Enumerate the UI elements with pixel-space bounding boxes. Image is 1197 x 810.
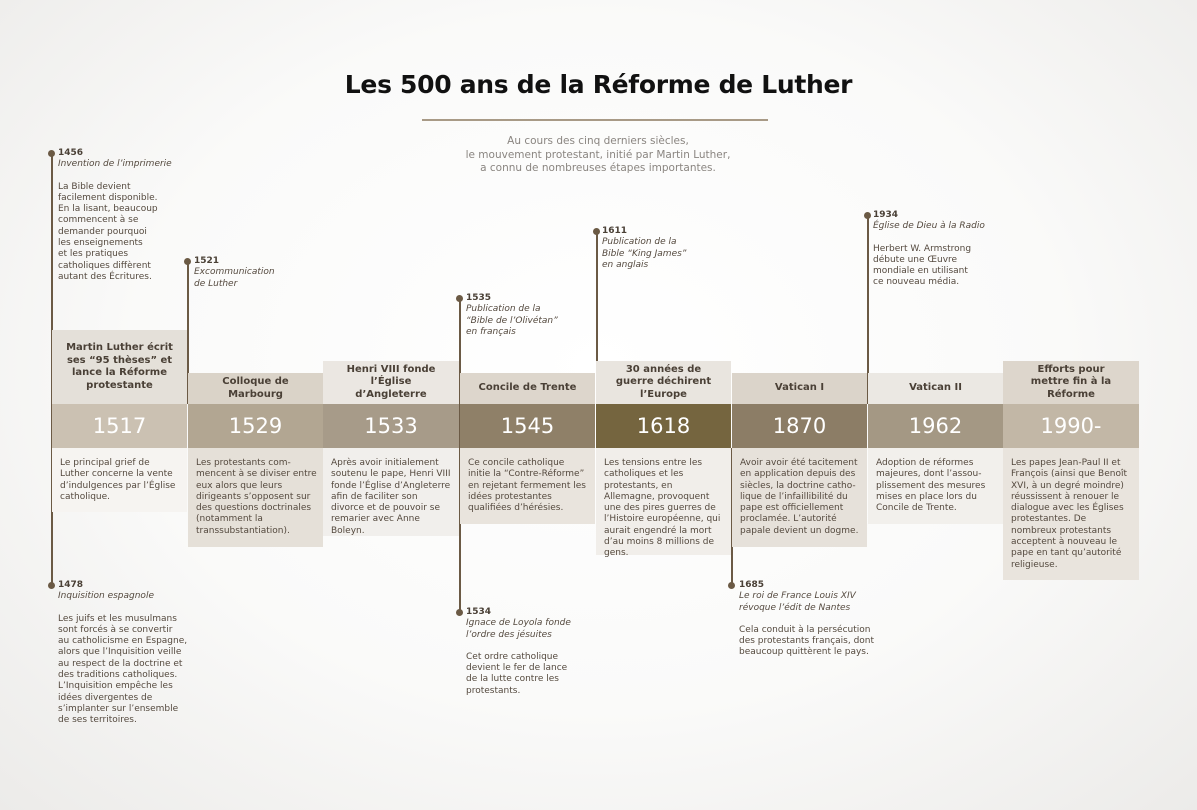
event-title: Invention de l’imprimerie [58,159,172,170]
event-year: 1521 [194,256,220,266]
event-marker [728,582,735,589]
column-heading: Concile de Trente [460,373,595,404]
title-divider [422,119,768,121]
column-description: Après avoir initialement soutenu le pape, Henri VIII fonde l’Église d’Angleterre afin de faciliter son divorce et de pouvoir se remarier avec Anne Boleyn. [323,448,459,536]
year-label: 1533 [323,404,459,448]
event-marker [48,582,55,589]
event-marker [456,609,463,616]
column-heading: 30 années de guerre déchirent l’Europe [596,361,731,404]
year-label: 1545 [460,404,595,448]
event-text: Herbert W. Armstrong débute une Œuvre mondiale en utilisant ce nouveau média. [873,243,972,288]
event-marker [48,150,55,157]
event-1478 [58,580,208,727]
column-description: Adoption de réformes majeures, dont l’assou-plissement des mesures mises en place lors du Concile de Trente. [868,448,1003,524]
event-year: 1456 [58,148,84,158]
event-1535 [466,293,586,338]
column-heading: Martin Luther écrit ses “95 thèses” et lance la Réforme protestante [52,330,187,404]
event-year: 1535 [466,293,492,303]
event-1521 [194,256,314,290]
event-text: Cela conduit à la persécution des protestants français, dont beaucoup quittèrent le pays. [739,624,875,658]
column-heading: Vatican II [868,373,1003,404]
event-marker [184,258,191,265]
year-label: 1962 [868,404,1003,448]
subtitle: Au cours des cinq derniers siècles, le mouvement protestant, initié par Martin Luther, a connu de nombreuses étapes importantes. [465,135,731,174]
column-heading: Henri VIII fonde l’Église d’Angleterre [323,361,459,404]
event-text: La Bible devient facilement disponible. En la lisant, beaucoup commencent à se demander pourquoi les enseignements et les pratiques catholiques diffèrent autant des Écritures. [58,181,158,282]
column-description: Ce concile catholique initie la “Contre-Réforme” en rejetant fermement les idées protestantes qualifiées d’hérésies. [460,448,595,524]
column-heading: Efforts pour mettre fin à la Réforme [1003,361,1139,404]
event-title: Le roi de France Louis XIV révoque l’édit de Nantes [739,591,856,613]
column-description: Les papes Jean-Paul II et François (ainsi que Benoît XVI, à un degré moindre) réussissent à renouer le dialogue avec les Églises protestantes. De nombreux protestants acceptent à nouveau le pape en tant qu’autorité religieuse. [1003,448,1139,580]
event-marker [864,212,871,219]
event-title: Église de Dieu à la Radio [873,221,985,232]
event-marker [456,295,463,302]
event-text: Cet ordre catholique devient le fer de lance de la lutte contre les protestants. [466,651,568,696]
year-label: 1990- [1003,404,1139,448]
column-description: Les protestants com-mencent à se diviser entre eux alors que leurs dirigeants s’opposent sur des questions doctrinales (notamment la transsubstantiation). [188,448,323,547]
column-description: Les tensions entre les catholiques et les protestants, en Allemagne, provoquent une des pires guerres de l’Histoire européenne, qui aurait engendré la mort d’au moins 8 millions de gens. [596,448,731,555]
event-title: Ignace de Loyola fonde l’ordre des jésuites [466,618,571,640]
event-year: 1478 [58,580,84,590]
year-label: 1529 [188,404,323,448]
event-title: Excommunication de Luther [194,267,275,289]
year-label: 1870 [732,404,867,448]
event-1611 [602,226,722,271]
event-title: Publication de la Bible “King James” en anglais [602,237,687,270]
event-title: Publication de la “Bible de l’Olivétan” en français [466,304,558,337]
event-1456 [58,148,178,283]
page-title: Les 500 ans de la Réforme de Luther [344,70,853,99]
column-heading: Colloque de Marbourg [188,373,323,404]
event-1685 [739,580,889,659]
event-marker [593,228,600,235]
year-label: 1618 [596,404,731,448]
event-year: 1611 [602,226,628,236]
year-label: 1517 [52,404,187,448]
event-year: 1934 [873,210,899,220]
column-description: Avoir avoir été tacitement en application depuis des siècles, la doctrine catho-lique de l’infaillibilité du pape est officiellement proclamée. L’autorité papale devient un dogme. [732,448,867,547]
event-1534 [466,607,596,697]
event-title: Inquisition espagnole [58,591,154,602]
event-year: 1534 [466,607,492,617]
column-heading: Vatican I [732,373,867,404]
event-1934 [873,210,1013,289]
event-year: 1685 [739,580,765,590]
event-text: Les juifs et les musulmans sont forcés à se convertir au catholicisme en Espagne, alors que l’Inquisition veille au respect de la doctrine et des traditions catholiques. L’Inquisition empêche les idées divergentes de s’implanter sur l’ensemble de ses territoires. [58,613,188,726]
column-description: Le principal grief de Luther concerne la vente d’indulgences par l’Église catholique. [52,448,187,512]
